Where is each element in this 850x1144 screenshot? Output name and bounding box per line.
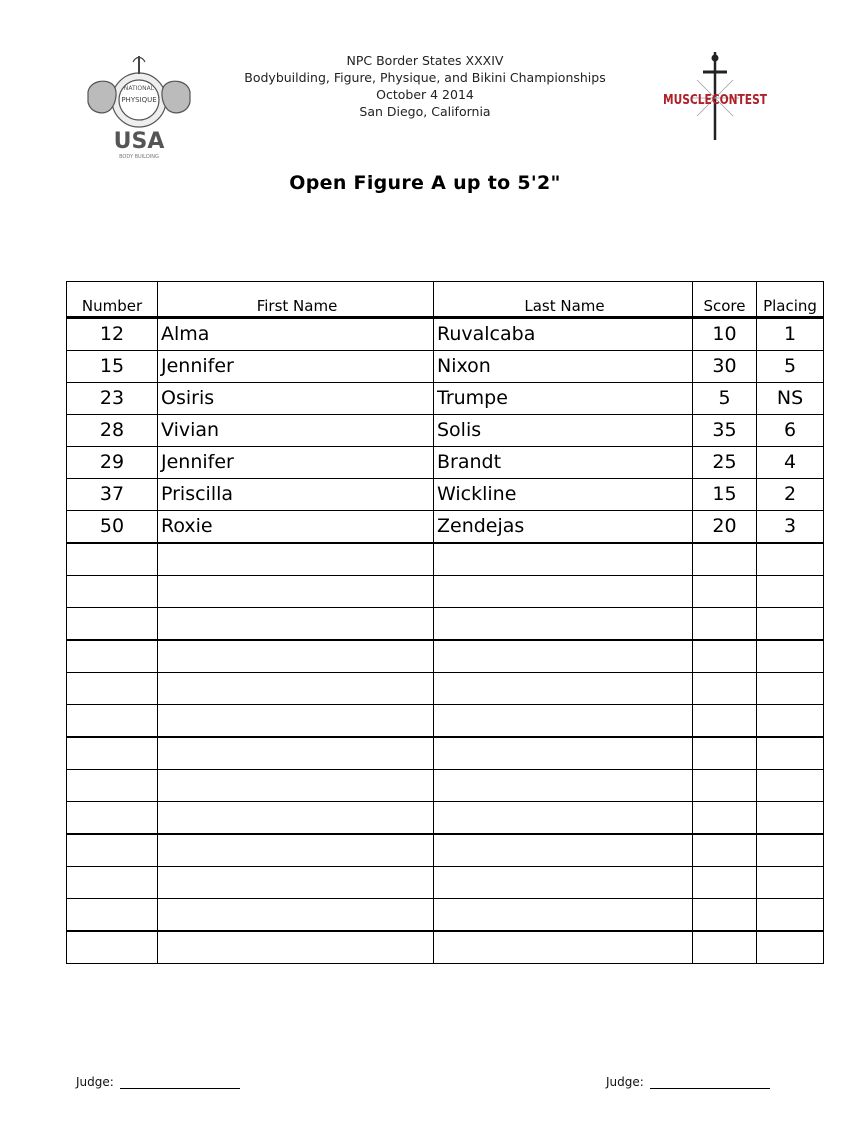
cell-first-name: Jennifer [158, 351, 434, 383]
empty-row [67, 931, 824, 964]
cell-first-name: Alma [158, 318, 434, 351]
contestant-row [67, 383, 824, 415]
cell-last-name [434, 899, 693, 932]
cell-number: 28 [67, 415, 158, 447]
cell-score: 15 [693, 479, 757, 511]
cell-number: 37 [67, 479, 158, 511]
cell-placing [757, 834, 824, 867]
cell-last-name: Solis [434, 415, 693, 447]
musclecontest-logo [655, 50, 775, 142]
cell-number: 50 [67, 511, 158, 544]
cell-score: 25 [693, 447, 757, 479]
results-table [66, 281, 824, 964]
cell-score [693, 576, 757, 608]
cell-placing [757, 802, 824, 835]
cell-first-name [158, 608, 434, 641]
header-placing: Placing [757, 282, 824, 318]
cell-last-name [434, 931, 693, 964]
cell-first-name: Vivian [158, 415, 434, 447]
empty-row [67, 543, 824, 576]
cell-last-name [434, 802, 693, 835]
empty-row [67, 899, 824, 932]
cell-score [693, 931, 757, 964]
header-last-name: Last Name [434, 282, 693, 318]
cell-placing: 4 [757, 447, 824, 479]
empty-row [67, 608, 824, 641]
cell-number [67, 576, 158, 608]
cell-number: 23 [67, 383, 158, 415]
event-date: October 4 2014 [376, 87, 474, 102]
logo-text-national: NATIONAL [123, 85, 155, 92]
cell-first-name [158, 705, 434, 738]
empty-row [67, 834, 824, 867]
cell-placing [757, 770, 824, 802]
cell-placing [757, 640, 824, 673]
cell-placing: NS [757, 383, 824, 415]
cell-last-name [434, 608, 693, 641]
cell-placing [757, 867, 824, 899]
cell-first-name: Priscilla [158, 479, 434, 511]
cell-placing [757, 543, 824, 576]
cell-number: 29 [67, 447, 158, 479]
cell-placing [757, 737, 824, 770]
cell-last-name [434, 576, 693, 608]
cell-number [67, 543, 158, 576]
cell-first-name: Osiris [158, 383, 434, 415]
event-location: San Diego, California [359, 104, 491, 119]
cell-first-name: Jennifer [158, 447, 434, 479]
cell-number [67, 931, 158, 964]
event-divisions: Bodybuilding, Figure, Physique, and Bikini Championships [244, 70, 606, 85]
contestant-row [67, 447, 824, 479]
cell-number: 12 [67, 318, 158, 351]
cell-number [67, 834, 158, 867]
cell-last-name: Nixon [434, 351, 693, 383]
empty-row [67, 770, 824, 802]
empty-row [67, 640, 824, 673]
judge-signature-left [76, 1075, 240, 1089]
cell-score [693, 770, 757, 802]
cell-score: 30 [693, 351, 757, 383]
empty-row [67, 673, 824, 705]
cell-score [693, 899, 757, 932]
cell-first-name [158, 737, 434, 770]
header-score: Score [693, 282, 757, 318]
cell-number [67, 705, 158, 738]
cell-placing [757, 608, 824, 641]
cell-score: 20 [693, 511, 757, 544]
cell-last-name: Zendejas [434, 511, 693, 544]
empty-row [67, 737, 824, 770]
header-number: Number [67, 282, 158, 318]
header-first-name: First Name [158, 282, 434, 318]
empty-row [67, 867, 824, 899]
cell-number [67, 640, 158, 673]
cell-last-name [434, 770, 693, 802]
cell-first-name [158, 770, 434, 802]
cell-first-name [158, 543, 434, 576]
cell-first-name [158, 802, 434, 835]
empty-row [67, 802, 824, 835]
cell-placing [757, 673, 824, 705]
cell-first-name [158, 899, 434, 932]
cell-score [693, 640, 757, 673]
judge-label: Judge: [606, 1075, 644, 1089]
cell-number [67, 673, 158, 705]
cell-placing [757, 576, 824, 608]
cell-last-name [434, 543, 693, 576]
cell-first-name [158, 931, 434, 964]
cell-score: 10 [693, 318, 757, 351]
cell-placing [757, 705, 824, 738]
cell-placing: 1 [757, 318, 824, 351]
cell-last-name [434, 640, 693, 673]
cell-number [67, 737, 158, 770]
cell-number [67, 608, 158, 641]
cell-score [693, 834, 757, 867]
cell-number [67, 770, 158, 802]
cell-placing [757, 899, 824, 932]
cell-score: 35 [693, 415, 757, 447]
cell-first-name: Roxie [158, 511, 434, 544]
cell-last-name [434, 705, 693, 738]
contestant-row [67, 479, 824, 511]
cell-placing: 5 [757, 351, 824, 383]
empty-row [67, 576, 824, 608]
judge-label: Judge: [76, 1075, 114, 1089]
cell-placing [757, 931, 824, 964]
cell-number [67, 899, 158, 932]
cell-placing: 3 [757, 511, 824, 544]
cell-score [693, 543, 757, 576]
cell-last-name [434, 867, 693, 899]
cell-placing: 2 [757, 479, 824, 511]
cell-first-name [158, 867, 434, 899]
signature-line[interactable] [650, 1076, 770, 1089]
contestant-row [67, 415, 824, 447]
judge-signature-right [606, 1075, 770, 1089]
npc-usa-logo [78, 52, 200, 162]
cell-first-name [158, 834, 434, 867]
contestant-row [67, 351, 824, 383]
cell-last-name [434, 737, 693, 770]
cell-placing: 6 [757, 415, 824, 447]
cell-score [693, 737, 757, 770]
musclecontest-text: MUSCLECONTEST [663, 93, 768, 108]
cell-number: 15 [67, 351, 158, 383]
cell-last-name: Ruvalcaba [434, 318, 693, 351]
cell-number [67, 802, 158, 835]
cell-number [67, 867, 158, 899]
cell-score: 5 [693, 383, 757, 415]
cell-score [693, 705, 757, 738]
class-title: Open Figure A up to 5'2" [289, 172, 561, 194]
cell-last-name [434, 834, 693, 867]
cell-score [693, 867, 757, 899]
cell-first-name [158, 673, 434, 705]
header-row [67, 282, 824, 318]
cell-last-name: Wickline [434, 479, 693, 511]
cell-first-name [158, 576, 434, 608]
cell-last-name [434, 673, 693, 705]
contestant-row [67, 318, 824, 351]
cell-last-name: Brandt [434, 447, 693, 479]
logo-text-bodybuilding: BODY BUILDING [119, 154, 159, 160]
logo-text-physique: PHYSIQUE [121, 96, 157, 104]
event-header [200, 52, 650, 120]
event-name: NPC Border States XXXIV [346, 53, 504, 68]
cell-first-name [158, 640, 434, 673]
cell-score [693, 608, 757, 641]
cell-score [693, 802, 757, 835]
contestant-row [67, 511, 824, 544]
empty-row [67, 705, 824, 738]
logo-text-usa: USA [113, 129, 165, 154]
signature-line[interactable] [120, 1076, 240, 1089]
cell-last-name: Trumpe [434, 383, 693, 415]
cell-score [693, 673, 757, 705]
